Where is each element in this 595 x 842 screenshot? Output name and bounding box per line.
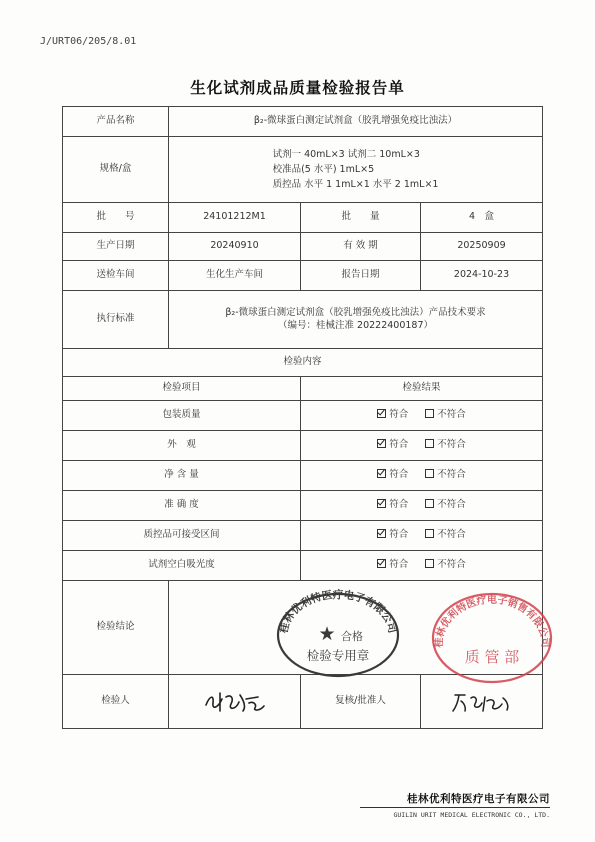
page-title: 生化试剂成品质量检验报告单: [190, 79, 405, 97]
batch-row: [63, 203, 543, 233]
item-row: [63, 401, 543, 431]
spec-line: 质控品 水平 1 1mL×1 水平 2 1mL×1: [272, 179, 439, 190]
star-icon: ★: [318, 623, 336, 645]
item-name: 外 观: [63, 431, 301, 461]
standard-line: （编号：桂械注准 20222400187）: [278, 319, 434, 331]
inspection-content-header: 检验内容: [63, 349, 543, 377]
pass-label: 符合: [389, 559, 409, 571]
product-name-value: β₂-微球蛋白测定试剂盒（胶乳增强免疫比浊法）: [169, 107, 543, 137]
item-row: [63, 551, 543, 581]
pass-checkbox[interactable]: [377, 529, 386, 538]
items-header-row: [63, 377, 543, 401]
pass-label: 符合: [389, 469, 409, 481]
reviewer-label: 复核/批准人: [301, 675, 421, 729]
production-date-label: 生产日期: [63, 233, 169, 261]
inspector-signature: [169, 675, 301, 729]
fail-label: 不符合: [437, 559, 466, 571]
results-header: 检验结果: [301, 377, 543, 401]
items-header: 检验项目: [63, 377, 301, 401]
fail-checkbox[interactable]: [425, 409, 434, 418]
pass-label: 符合: [389, 529, 409, 541]
report-date-value: 2024-10-23: [421, 261, 543, 291]
item-name: 净 含 量: [63, 461, 301, 491]
item-name: 包装质量: [63, 401, 301, 431]
item-row: [63, 461, 543, 491]
fail-label: 不符合: [437, 499, 466, 511]
pass-checkbox[interactable]: [377, 469, 386, 478]
reviewer-signature-icon: [447, 689, 517, 715]
fail-checkbox[interactable]: [425, 469, 434, 478]
item-row: [63, 521, 543, 551]
report-date-label: 报告日期: [301, 261, 421, 291]
qa-department-stamp: [428, 590, 556, 686]
expiry-label: 有 效 期: [301, 233, 421, 261]
batch-label: 批 号: [63, 203, 169, 233]
fail-label: 不符合: [437, 469, 466, 481]
fail-checkbox[interactable]: [425, 499, 434, 508]
department-label: 送检车间: [63, 261, 169, 291]
spec-value: [169, 137, 543, 203]
quantity-value: 4 盒: [421, 203, 543, 233]
conclusion-label: 检验结论: [63, 581, 169, 675]
standard-value: [169, 291, 543, 349]
item-result: [301, 431, 543, 461]
pass-label: 符合: [389, 439, 409, 451]
fail-checkbox[interactable]: [425, 529, 434, 538]
standard-row: [63, 291, 543, 349]
date-row: [63, 233, 543, 261]
pass-checkbox[interactable]: [377, 409, 386, 418]
pass-checkbox[interactable]: [377, 439, 386, 448]
department-row: [63, 261, 543, 291]
item-name: 准 确 度: [63, 491, 301, 521]
pass-checkbox[interactable]: [377, 499, 386, 508]
fail-label: 不符合: [437, 439, 466, 451]
expiry-value: 20250909: [421, 233, 543, 261]
footer-company-name: 桂林优利特医疗电子有限公司: [407, 793, 550, 805]
fail-label: 不符合: [437, 409, 466, 421]
pass-checkbox[interactable]: [377, 559, 386, 568]
inspector-label: 检验人: [63, 675, 169, 729]
item-name: 质控品可接受区间: [63, 521, 301, 551]
pass-label: 符合: [389, 409, 409, 421]
footer-company-name-en: GUILIN URIT MEDICAL ELECTRONIC CO., LTD.: [393, 811, 550, 819]
spec-row: [63, 137, 543, 203]
inspection-stamp-ring-text: 桂林优利特医疗电子有限公司: [277, 589, 399, 635]
item-result: [301, 551, 543, 581]
content-header-row: [63, 349, 543, 377]
document-code: J/URT06/205/8.01: [40, 36, 137, 47]
item-row: [63, 431, 543, 461]
spec-line: 试剂一 40mL×3 试剂二 10mL×3: [272, 149, 420, 160]
item-result: [301, 461, 543, 491]
production-date-value: 20240910: [169, 233, 301, 261]
fail-checkbox[interactable]: [425, 559, 434, 568]
item-result: [301, 401, 543, 431]
item-result: [301, 491, 543, 521]
fail-checkbox[interactable]: [425, 439, 434, 448]
product-name-row: [63, 107, 543, 137]
qa-stamp-ring-text: 桂林优利特医疗电子销售有限公司: [433, 595, 551, 648]
inspection-stamp: [273, 588, 403, 678]
standard-line: β₂-微球蛋白测定试剂盒（胶乳增强免疫比浊法）产品技术要求: [225, 307, 486, 319]
inspector-signature-icon: [200, 689, 270, 715]
product-name-label: 产品名称: [63, 107, 169, 137]
qa-stamp-center-text: 质 管 部: [464, 648, 520, 666]
spec-line: 校准品(5 水平) 1mL×5: [272, 164, 375, 175]
footer-divider: [360, 807, 550, 808]
item-result: [301, 521, 543, 551]
inspection-stamp-center-text: 检验专用章: [306, 648, 370, 663]
standard-label: 执行标准: [63, 291, 169, 349]
pass-label: 符合: [389, 499, 409, 511]
item-name: 试剂空白吸光度: [63, 551, 301, 581]
department-value: 生化生产车间: [169, 261, 301, 291]
quantity-label: 批 量: [301, 203, 421, 233]
fail-label: 不符合: [437, 529, 466, 541]
batch-value: 24101212M1: [169, 203, 301, 233]
item-row: [63, 491, 543, 521]
spec-label: 规格/盒: [63, 137, 169, 203]
inspection-stamp-mark: 合格: [341, 630, 363, 643]
